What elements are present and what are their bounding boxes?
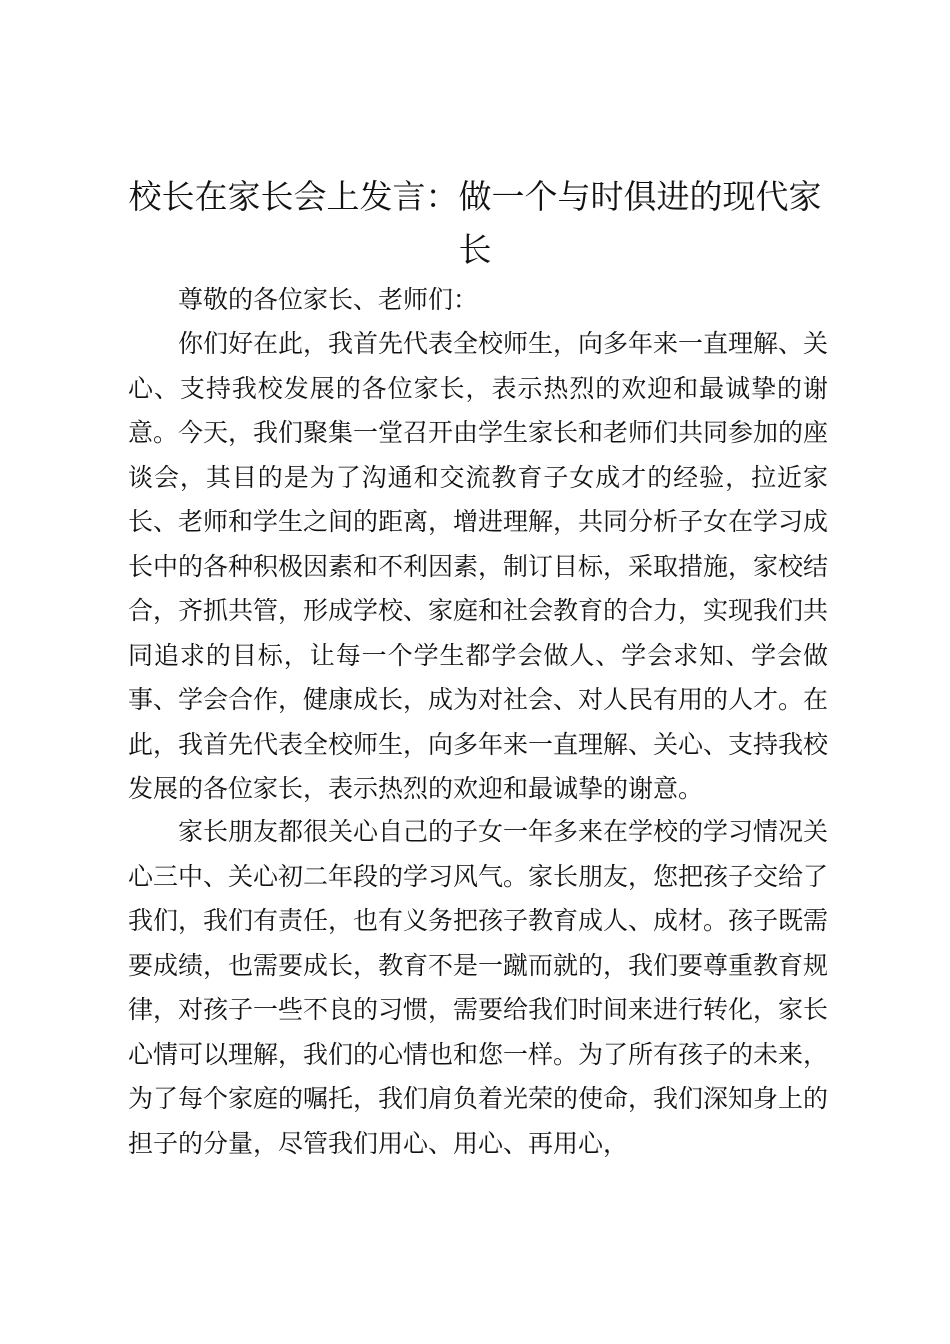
- salutation: 尊敬的各位家长、老师们：: [178, 285, 479, 314]
- paragraph-2: 家长朋友都很关心自己的子女一年多来在学校的学习情况关心三中、关心初二年段的学习风气。家长朋友，您把孩子交给了我们，我们有责任，也有义务把孩子教育成人、成材。孩子既需要成绩，也需要成长，教育不是一蹴而就的，我们要尊重教育规律，对孩子一些不良的习惯，需要给我们时间来进行转化，家长心情可以理解，我们的心情也和您一样。为了所有孩子的未来，为了每个家庭的嘱托，我们肩负着光荣的使命，我们深知身上的担子的分量，尽管我们用心、用心、再用心，: [128, 817, 829, 1158]
- document-title: 校长在家长会上发言：做一个与时俱进的现代家长: [128, 177, 822, 269]
- paragraph-1: 你们好在此，我首先代表全校师生，向多年来一直理解、关心、支持我校发展的各位家长，表示热烈的欢迎和最诚挚的谢意。今天，我们聚集一堂召开由学生家长和老师们共同参加的座谈会，其目的是为了沟通和交流教育子女成才的经验，拉近家长、老师和学生之间的距离，增进理解，共同分析子女在学习成长中的各种积极因素和不利因素，制订目标，采取措施，家校结合，齐抓共管，形成学校、家庭和社会教育的合力，实现我们共同追求的目标，让每一个学生都学会做人、学会求知、学会做事、学会合作，健康成长，成为对社会、对人民有用的人才。在此，我首先代表全校师生，向多年来一直理解、关心、支持我校发展的各位家长，表示热烈的欢迎和最诚挚的谢意。: [128, 329, 829, 803]
